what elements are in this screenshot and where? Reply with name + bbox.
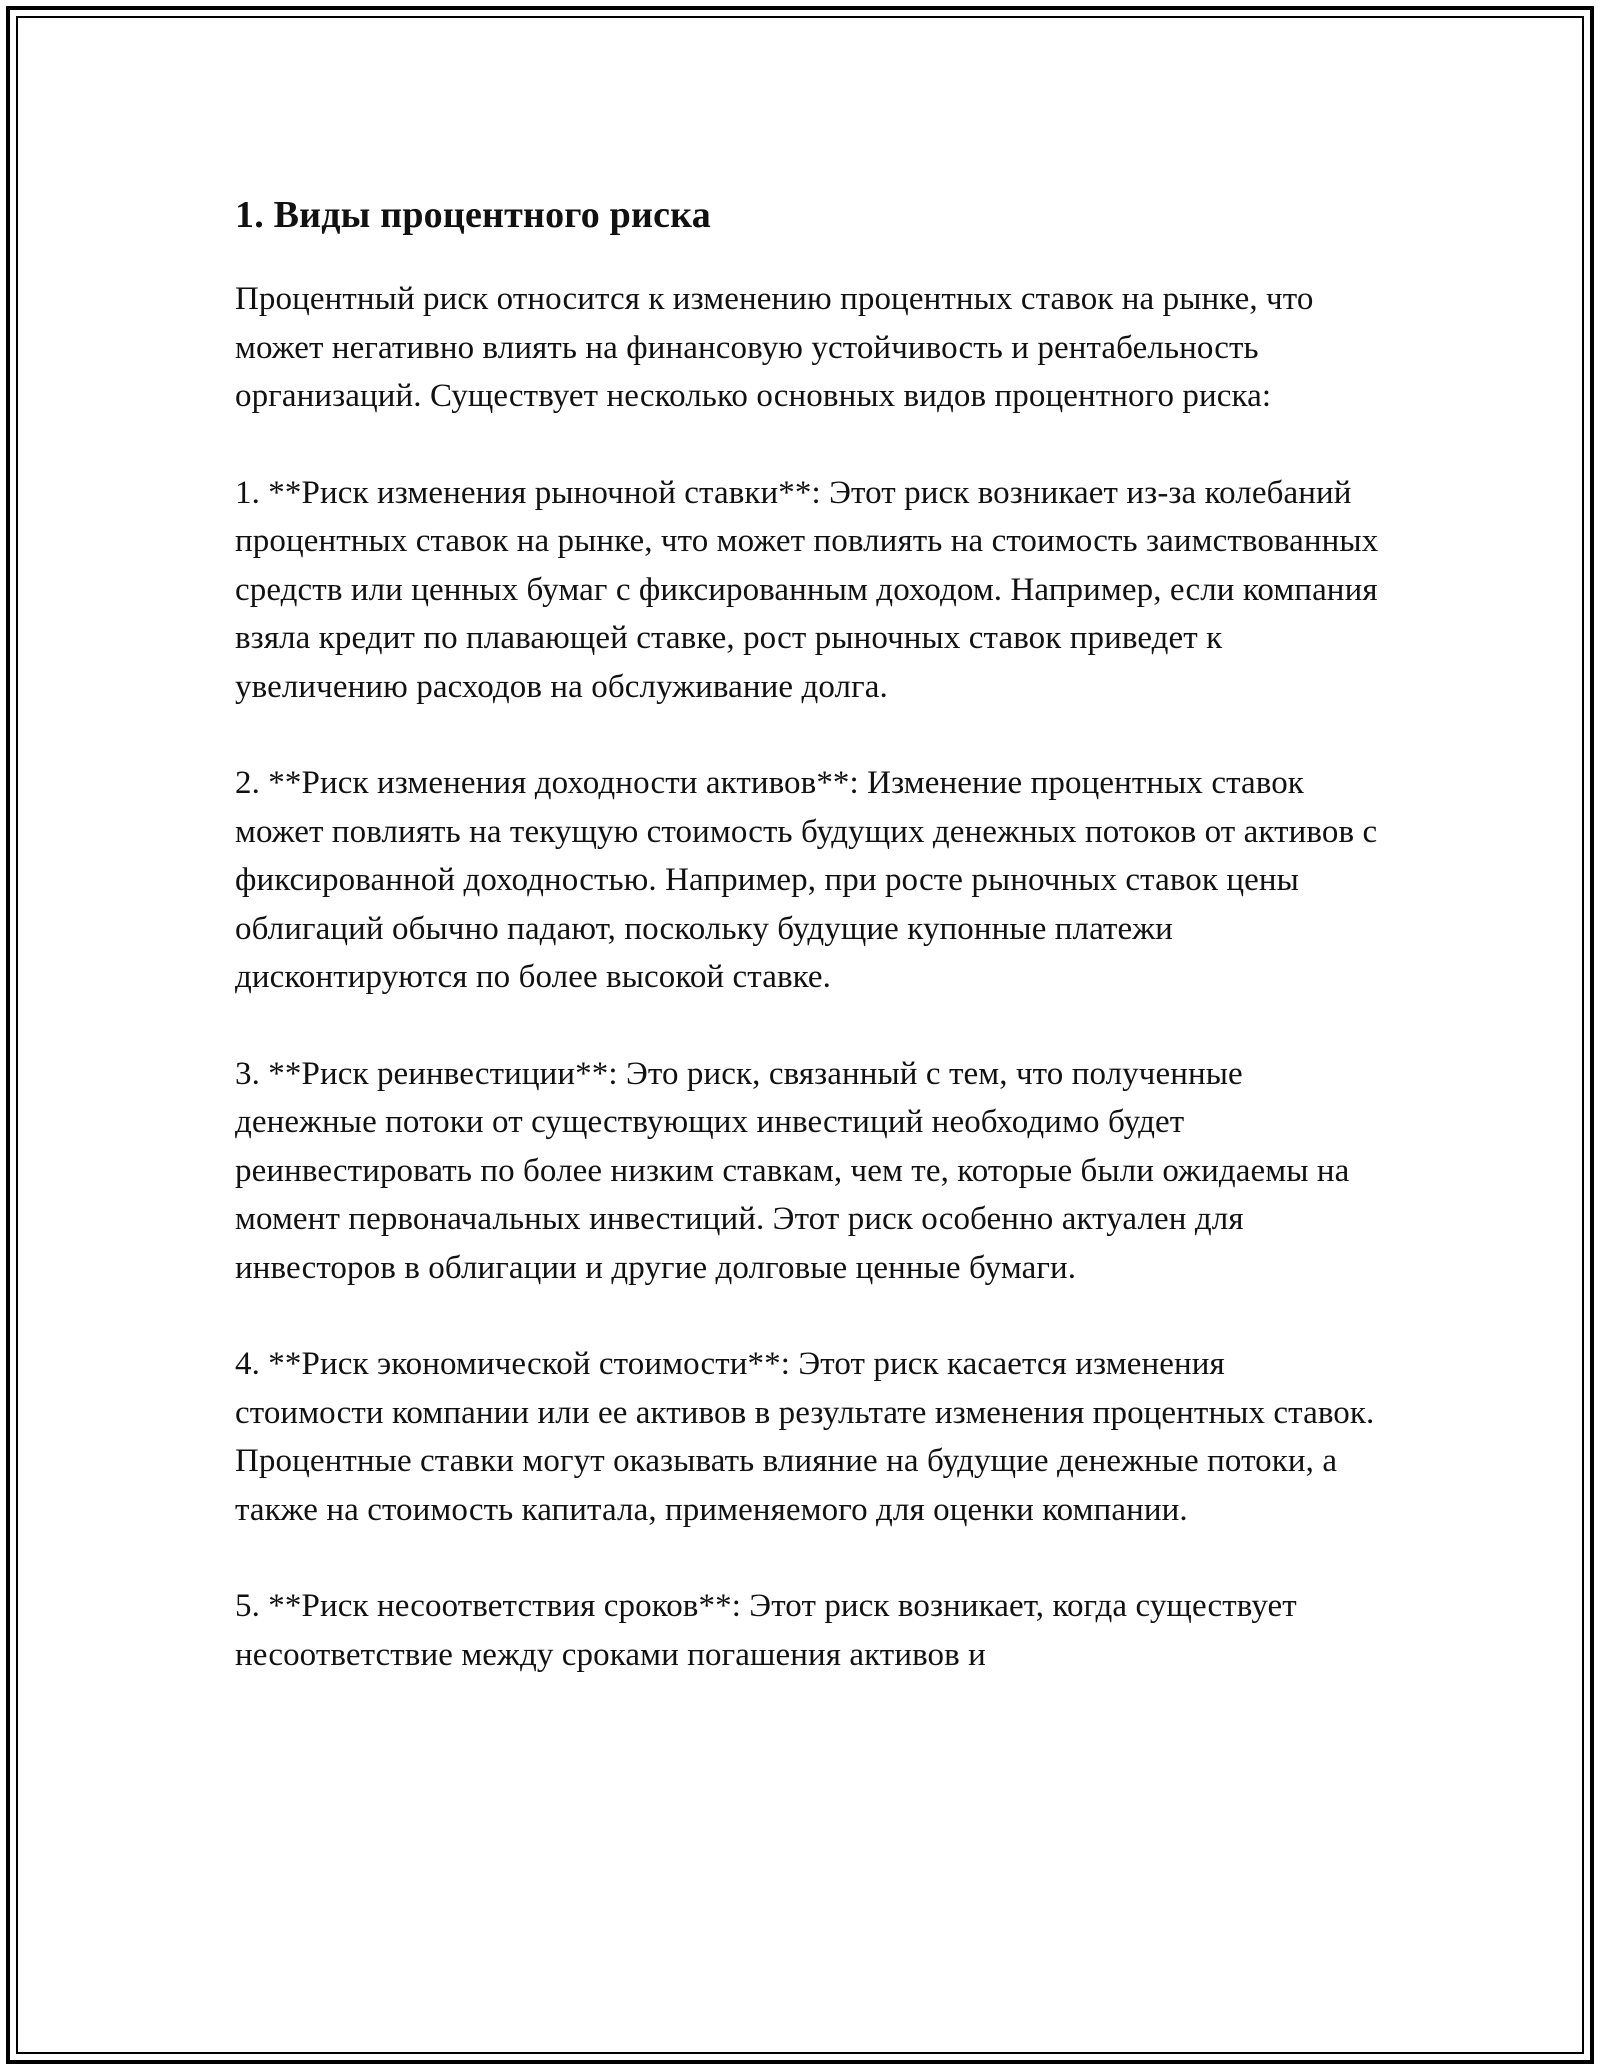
risk-item-reinvestment: 3. **Риск реинвестиции**: Это риск, связанный с тем, что полученные денежные потоки от существующих инвестиций необходимо будет реинвестировать по более низким ставкам, чем те, которые были ожидаемы на момент первоначальных инвестиций. Этот риск особенно актуален для инвесторов в облигации и другие долговые ценные бумаги. bbox=[235, 1055, 1350, 1286]
risk-item-asset-yield: 2. **Риск изменения доходности активов**: Изменение процентных ставок может повлиять на текущую стоимость будущих денежных потоков от активов с фиксированной доходностью. Например, при росте рыночных ставок цены облигаций обычно падают, поскольку будущие купонные платежи дисконтируются по более высокой ставке. bbox=[235, 765, 1378, 995]
document-title: 1. Виды процентного риска bbox=[235, 194, 711, 236]
risk-item-maturity-mismatch: 5. **Риск несоответствия сроков**: Этот риск возникает, когда существует несоответствие между сроками погашения активов и bbox=[235, 1588, 1297, 1673]
document-page bbox=[235, 185, 1380, 1679]
risk-item-economic-value: 4. **Риск экономической стоимости**: Этот риск касается изменения стоимости компании или ее активов в результате изменения процентных ставок. Процентные ставки могут оказывать влияние на будущие денежные потоки, а также на стоимость капитала, применяемого для оценки компании. bbox=[235, 1346, 1375, 1528]
intro-paragraph: Процентный риск относится к изменению процентных ставок на рынке, что может негативно влиять на финансовую устойчивость и рентабельность организаций. Существует несколько основных видов процентного риска: bbox=[235, 281, 1314, 414]
risk-item-market-rate: 1. **Риск изменения рыночной ставки**: Этот риск возникает из-за колебаний процентных ставок на рынке, что может повлиять на стоимость заимствованных средств или ценных бумаг с фиксированным доходом. Например, если компания взяла кредит по плавающей ставке, рост рыночных ставок приведет к увеличению расходов на обслуживание долга. bbox=[235, 474, 1379, 705]
